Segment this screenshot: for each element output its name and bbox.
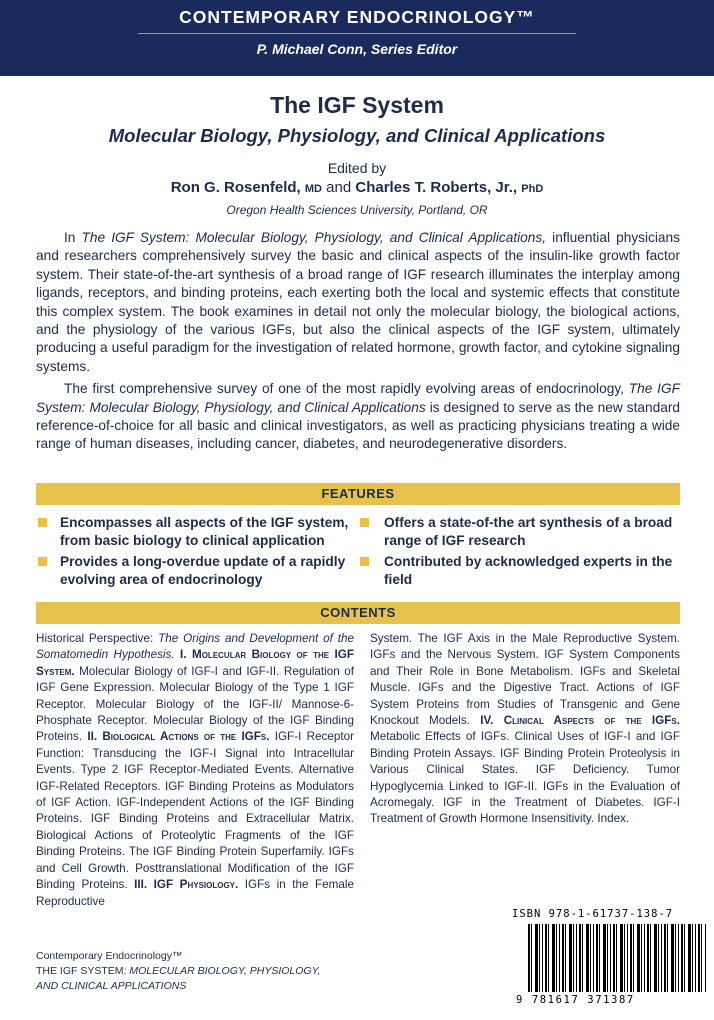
desc-p2-rest: is designed to serve as the new standard reference-of-choice for all basic and clinical investigators, as well as practicing physicians treating a wide range of human diseases, including cancer, diabetes, and neurodegenerative disorders.	[36, 399, 680, 452]
editors-affiliation: Oregon Health Sciences University, Portland, OR	[226, 203, 488, 217]
editor-1-name: Ron G. Rosenfeld,	[170, 179, 301, 196]
feature-text: Provides a long-overdue update of a rapidly evolving area of endocrinology	[60, 554, 346, 587]
editors-and: and	[326, 179, 352, 196]
contents-text: Historical Perspective:	[36, 632, 159, 645]
book-title: The IGF System	[270, 92, 444, 118]
features-column-right	[360, 514, 678, 592]
footer-title-line-2	[36, 979, 321, 994]
square-bullet-icon	[38, 557, 47, 566]
edited-by-label: Edited by	[327, 160, 387, 176]
contents-text: Molecular Biology of IGF-I and IGF-II. Regulation of IGF Gene Expression. Molecular Biology of the Type 1 IGF Receptor. Molecular Biology of the IGF-II/ Mannose-6-Phosphate Receptor. Molecular Biology of the IGF Binding Proteins.	[36, 664, 354, 744]
desc-p2-title: The IGF System: Molecular Biology, Physiology, and Clinical Applications	[36, 381, 680, 415]
contents-text: System. The IGF Axis in the Male Reproductive System. IGFs and the Nervous System. IGF System Components and Their Role in Bone Metabolism. IGFs and Skeletal Muscle. IGFs and the Digestive Tract. Actions of IGF System Proteins from Studies of Transgenic and Gene Knockout Models.	[370, 632, 680, 728]
features-heading: FEATURES	[36, 483, 680, 505]
contents-part-heading: II. Biological Actions of the IGFs.	[87, 730, 270, 744]
book-subtitle: Molecular Biology, Physiology, and Clinical Applications	[108, 125, 606, 146]
series-header	[0, 0, 714, 76]
contents-part-heading: IV. Clinical Aspects of the IGFs.	[480, 714, 680, 728]
footer-title-line-2-text: AND CLINICAL APPLICATIONS	[36, 980, 187, 992]
desc-p1-rest: influential physicians and researchers comprehensively survey the basic and clinical aspects of the insulin-like growth factor system. Their state-of-the-art synthesis of a broad range of IGF research illuminates the interplay among ligands, receptors, and binding proteins, each exerting both the local and systemic effects that constitute this complex system. The book examines in detail not only the molecular biology, the biological actions, and the physiology of the various IGFs, but also the clinical aspects of the IGF system, ultimately producing a useful paradigm for the investigation of related hormone, growth factor, and cytokine signaling systems.	[36, 230, 681, 374]
footer-series-name: Contemporary Endocrinology™	[36, 950, 183, 962]
editor-1-credential: MD	[304, 183, 322, 195]
square-bullet-icon	[360, 557, 369, 566]
contents-italic: The Origins and Development of the Somatomedin Hypothesis.	[36, 632, 354, 662]
desc-p1-title: The IGF System: Molecular Biology, Physiology, and Clinical Applications,	[81, 230, 547, 245]
contents-part-heading: I. Molecular Biology of the IGF System.	[36, 648, 354, 678]
isbn-label: ISBN 978-1-61737-138-7	[512, 908, 674, 920]
book-description	[36, 229, 680, 458]
contents-column-right	[370, 631, 680, 828]
barcode-icon	[528, 924, 706, 992]
square-bullet-icon	[360, 518, 369, 527]
feature-item	[360, 553, 678, 589]
editor-2-name: Charles T. Roberts, Jr.,	[355, 179, 518, 196]
contents-text: IGFs in the Female Reproductive	[36, 878, 354, 908]
contents-text: IGF-I Receptor Function: Transducing the IGF-I Signal into Intracellular Events. Type 2 IGF Receptor-Mediated Events. Alternative IGF-Related Receptors. IGF Binding Proteins as Modulators of IGF Action. IGF-Independent Actions of the IGF Binding Proteins. IGF Binding Proteins and Extracellular Matrix. Biological Actions of Proteolytic Fragments of the IGF Binding Proteins. The IGF Binding Protein Superfamily. IGFs and Cell Growth. Posttranslational Modification of the IGF Binding Proteins.	[36, 730, 354, 892]
barcode-number: 9 781617 371387	[516, 994, 712, 1006]
feature-text: Contributed by acknowledged experts in the field	[384, 554, 673, 587]
footer-title-rest: MOLECULAR BIOLOGY, PHYSIOLOGY,	[129, 965, 321, 977]
footer-title-line-1	[36, 964, 321, 979]
series-name: CONTEMPORARY ENDOCRINOLOGY™	[179, 7, 535, 27]
contents-column-left	[36, 631, 354, 910]
footer-title-prefix: THE IGF SYSTEM:	[36, 965, 130, 977]
feature-item	[38, 514, 356, 550]
header-divider	[138, 33, 576, 34]
feature-text: Offers a state-of-the art synthesis of a broad range of IGF research	[384, 515, 673, 548]
features-column-left	[38, 514, 356, 592]
square-bullet-icon	[38, 518, 47, 527]
contents-part-heading: III. IGF Physiology.	[134, 878, 239, 892]
description-paragraph-2	[36, 380, 680, 454]
feature-item	[38, 553, 356, 589]
desc-p2-start: The first comprehensive survey of one of the most rapidly evolving areas of endocrinology,	[64, 381, 629, 397]
editors-line	[0, 179, 714, 196]
desc-p1-start: In	[64, 230, 82, 245]
contents-heading: CONTENTS	[36, 602, 680, 624]
features-list	[38, 514, 678, 592]
description-paragraph-1	[36, 229, 680, 376]
series-editor: P. Michael Conn, Series Editor	[256, 41, 458, 57]
feature-text: Encompasses all aspects of the IGF system, from basic biology to clinical application	[60, 515, 349, 548]
feature-item	[360, 514, 678, 550]
footer-series-info	[36, 949, 321, 994]
editor-2-credential: PhD	[521, 183, 544, 195]
contents-text: Metabolic Effects of IGFs. Clinical Uses of IGF-I and IGF Binding Protein Assays. IGF Binding Protein Proteolysis in Various Clinical States. IGF Deficiency. Tumor Hypoglycemia Linked to IGF-II. IGFs in the Evaluation of Acromegaly. IGF in the Treatment of Diabetes. IGF-I Treatment of Growth Hormone Insensitivity. Index.	[370, 730, 680, 826]
